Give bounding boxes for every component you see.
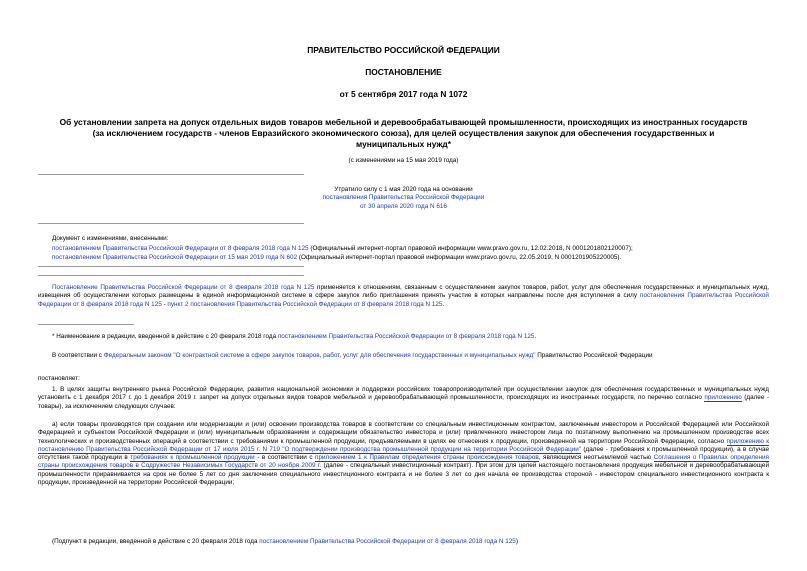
amendment-text-1: (Официальный интернет-портал правовой информации www.pravo.gov.ru, 12.02.2018, N 0001201802120007); (308, 244, 633, 252)
amendment-item-1 (52, 244, 772, 254)
divider (38, 275, 304, 276)
subpoint-note (52, 538, 769, 546)
item-a-link-2[interactable]: требованиях к промышленной продукции (130, 454, 255, 462)
divider (38, 266, 304, 267)
applies-text-1: применяется к отношениям, связанным с осуществлением закупок товаров, работ, услуг для обеспечения государственных и муниципальных нужд, извещения об осуществлении которых размещены в единой информационной системе в сфере закупок либо приглашения принять участие в которых направлены после дня вступления в силу (38, 284, 769, 300)
item-1 (38, 386, 769, 411)
item-a-link-1[interactable]: приложению к постановлению Правительства Российской Федерации от 17 июля 2015 г. N 719 "О подтверждении производства промышленной продукции на территории Российской Федерации" (38, 437, 769, 453)
item-a (38, 421, 769, 487)
applies-link-2[interactable]: постановления Правительства Российской Федерации от 8 февраля 2018 года N 125 (38, 292, 769, 308)
expired-link-1[interactable]: постановления Правительства Российской Федерации (322, 194, 485, 202)
footnote (52, 333, 769, 341)
document-type: ПОСТАНОВЛЕНИЕ (365, 67, 442, 77)
amendment-item-2 (52, 253, 772, 263)
document-title-line-1: Об установлении запрета на допуск отдельных видов товаров мебельной и деревообрабатывающей промышленности, происходящих из иностранных государств (59, 117, 748, 127)
item-1-text-1: 1. В целях защиты внутреннего рынка Российской Федерации, развития национальной экономики и поддержки российских товаропроизводителей при осуществлении закупок для обеспечения государственных и муниципальных нужд установить с 1 декабря 2017 г. до 1 декабря 2019 г. запрет на допуск отдельных видов товаров мебельной и деревообрабатывающей промышленности, происходящих из иностранных государств, по перечню согласно (38, 386, 769, 402)
footnote-end: . (534, 333, 537, 340)
item-a-text-2: (далее - требования к промышленной продукции), а в случае отсутствия такой продукции в (38, 445, 770, 462)
preamble-text-2: Правительство Российской Федерации (535, 352, 653, 359)
applies-paragraph (38, 284, 769, 309)
item-a-text-1: а) если товары производятся при создании или модернизации и (или) освоении производства товаров в соответствии со специальным инвестиционным контрактом, заключенным инвестором и Российской Федерацией или Российской Федерацией и субъектом Российской Федерации и (или) муниципальным образованием и содержащим обязательство инвестора и (или) привлеченного инвестором лица по поэтапному выполнению на промышленном производстве всех технологических и производственных операций в соответствии с требованиями к промышленной продукции, предъявляемыми в целях ее отнесения к продукции, произведенной на территории Российской Федерации, согласно (38, 421, 769, 445)
item-a-link-3[interactable]: приложением 1 к Правилам определения страны происхождения товаров (315, 454, 539, 462)
expired-note (250, 186, 557, 211)
subpoint-text-1: (Подпункт в редакции, введенной в действие с 20 февраля 2018 года (52, 538, 260, 545)
footnote-text: * Наименование в редакции, введенной в действие с 20 февраля 2018 года (52, 333, 278, 340)
item-1-text-2: (далее - товары), за исключением следующих случаев: (38, 394, 769, 410)
preamble-text-1: В соответствии с (52, 352, 104, 359)
item-a-text-3: - в соответствии с (254, 454, 316, 462)
expired-line: Утратило силу с 1 мая 2020 года на основании (334, 186, 473, 193)
applies-link-3[interactable]: пункт 2 постановления Правительства Российской Федерации от 8 февраля 2018 года N 125 (167, 300, 443, 308)
document-title (0, 117, 807, 150)
divider (38, 174, 304, 175)
preamble (52, 352, 769, 360)
applies-text-2: - (161, 300, 168, 308)
document-title-line-3: муниципальных нужд* (356, 139, 451, 149)
federal-law-link[interactable]: Федеральным законом "О контрактной системе в сфере закупок товаров, работ, услуг для обеспечения государственных и муниципальных нужд" (103, 352, 536, 359)
applies-text-3: . (442, 300, 445, 308)
amendment-link-1[interactable]: постановлением Правительства Российской Федерации от 8 февраля 2018 года N 125 (52, 244, 309, 252)
government-heading: ПРАВИТЕЛЬСТВО РОССИЙСКОЙ ФЕДЕРАЦИИ (307, 45, 500, 55)
decides-text: постановляет: (38, 375, 80, 382)
item-a-link-4[interactable]: Соглашения о Правилах определения страны происхождения товаров в Содружестве Независимых Государств от 20 ноября 2009 г. (38, 454, 769, 470)
footnote-divider (38, 324, 134, 325)
appendix-link[interactable]: приложению (704, 394, 742, 402)
changes-note: (с изменениями на 15 мая 2019 года) (348, 157, 459, 164)
item-a-text-4: , являющимся неотъемлемой частью (538, 454, 654, 462)
amendments-block (52, 234, 772, 263)
subpoint-link[interactable]: постановлением Правительства Российской Федерации от 8 февраля 2018 года N 125 (259, 538, 516, 545)
footnote-link[interactable]: постановлением Правительства Российской Федерации от 8 февраля 2018 года N 125 (277, 333, 535, 340)
subpoint-text-2: ) (515, 538, 518, 545)
document-date: от 5 сентября 2017 года N 1072 (339, 89, 468, 99)
applies-link-1[interactable]: Постановление Правительства Российской Федерации от 8 февраля 2018 года N 125 (52, 284, 315, 291)
amendment-link-2[interactable]: постановлением Правительства Российской Федерации от 15 мая 2019 года N 602 (52, 254, 298, 261)
expired-link-2[interactable]: от 30 апреля 2020 года N 616 (360, 202, 447, 210)
amendments-intro: Документ с изменениями, внесенными: (52, 235, 169, 242)
divider (38, 223, 304, 224)
amendment-text-2: (Официальный интернет-портал правовой информации www.pravo.gov.ru, 22.05.2019, N 0001201905220005). (297, 254, 622, 261)
item-a-text-5: (далее - специальный инвестиционный контракт). При этом для целей настоящего постановления продукция мебельной и деревообрабатывающей промышленности приравнивается на срок не более 5 лет со дня заключения специального инвестиционного контракта и не более 3 лет со дня начала ее производства стороной - инвестором специального инвестиционного контракта к продукции, произведенной на территории Российской Федерации; (38, 462, 769, 487)
document-title-line-2: (за исключением государств - членов Евразийского экономического союза), для целей осуществления закупок для обеспечения государственных и (92, 128, 715, 138)
